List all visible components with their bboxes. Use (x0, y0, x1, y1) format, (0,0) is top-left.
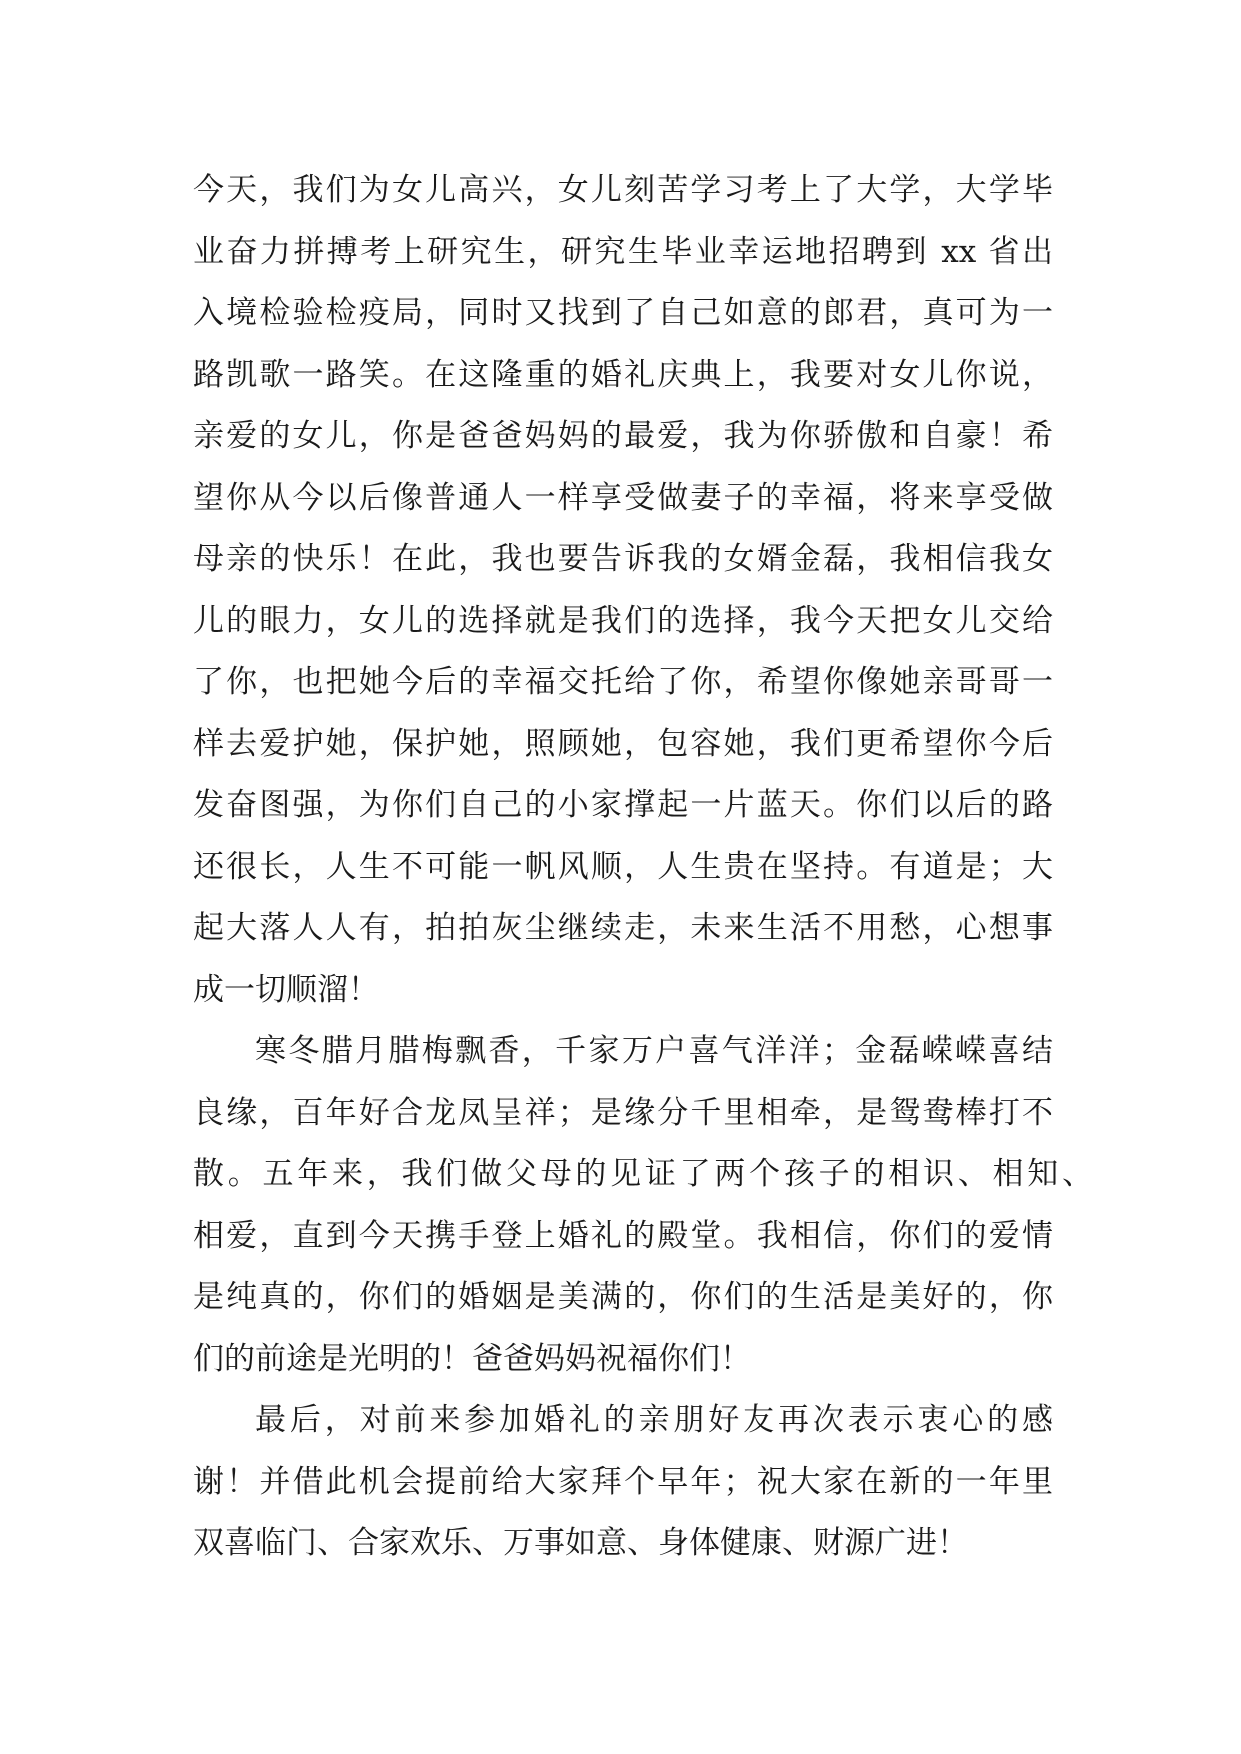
document-body (193, 160, 1093, 1575)
paragraph-2-line-3: 散。五年来，我们做父母的见证了两个孩子的相识、相知、 (193, 1156, 1093, 1192)
paragraph-1-line-7: 母亲的快乐！在此，我也要告诉我的女婿金磊，我相信我女 (193, 541, 1053, 577)
paragraph-1-line-8: 儿的眼力，女儿的选择就是我们的选择，我今天把女儿交给 (193, 602, 1053, 639)
paragraph-2-line-2: 良缘，百年好合龙凤呈祥；是缘分千里相牵，是鸳鸯棒打不 (193, 1094, 1053, 1131)
paragraph-3-line-2: 谢！并借此机会提前给大家拜个早年；祝大家在新的一年里 (193, 1463, 1053, 1500)
paragraph-1-line-10: 样去爱护她，保护她，照顾她，包容她，我们更希望你今后 (193, 725, 1053, 762)
paragraph-1-line-12: 还很长，人生不可能一帆风顺，人生贵在坚持。有道是；大 (193, 848, 1053, 885)
paragraph-1-line-13: 起大落人人有，拍拍灰尘继续走，未来生活不用愁，心想事 (193, 910, 1053, 946)
paragraph-2-line-5: 是纯真的，你们的婚姻是美满的，你们的生活是美好的，你 (193, 1279, 1053, 1315)
paragraph-1-line-9: 了你，也把她今后的幸福交托给了你，希望你像她亲哥哥一 (193, 664, 1053, 700)
paragraph-2-line-6: 们的前途是光明的！爸爸妈妈祝福你们！ (193, 1340, 751, 1377)
paragraph-1-line-14: 成一切顺溜！ (193, 971, 379, 1008)
paragraph-1-line-5: 亲爱的女儿，你是爸爸妈妈的最爱，我为你骄傲和自豪！希 (193, 418, 1053, 454)
paragraph-1-line-1: 今天，我们为女儿高兴，女儿刻苦学习考上了大学，大学毕 (193, 172, 1053, 208)
paragraph-3-line-1: 最后，对前来参加婚礼的亲朋好友再次表示衷心的感 (255, 1402, 1053, 1438)
paragraph-2-line-1: 寒冬腊月腊梅飘香，千家万户喜气洋洋；金磊嵘嵘喜结 (255, 1033, 1053, 1069)
paragraph-1-line-2: 业奋力拼搏考上研究生，研究生毕业幸运地招聘到 xx 省出 (193, 233, 1053, 270)
paragraph-1-line-3: 入境检验检疫局，同时又找到了自己如意的郎君，真可为一 (193, 295, 1053, 331)
paragraph-1-line-6: 望你从今以后像普通人一样享受做妻子的幸福，将来享受做 (193, 479, 1053, 516)
paragraph-1-line-11: 发奋图强，为你们自己的小家撑起一片蓝天。你们以后的路 (193, 787, 1053, 823)
paragraph-1-line-4: 路凯歌一路笑。在这隆重的婚礼庆典上，我要对女儿你说， (193, 356, 1053, 393)
paragraph-3-line-3: 双喜临门、合家欢乐、万事如意、身体健康、财源广进！ (193, 1525, 968, 1561)
paragraph-2-line-4: 相爱，直到今天携手登上婚礼的殿堂。我相信，你们的爱情 (193, 1217, 1053, 1254)
